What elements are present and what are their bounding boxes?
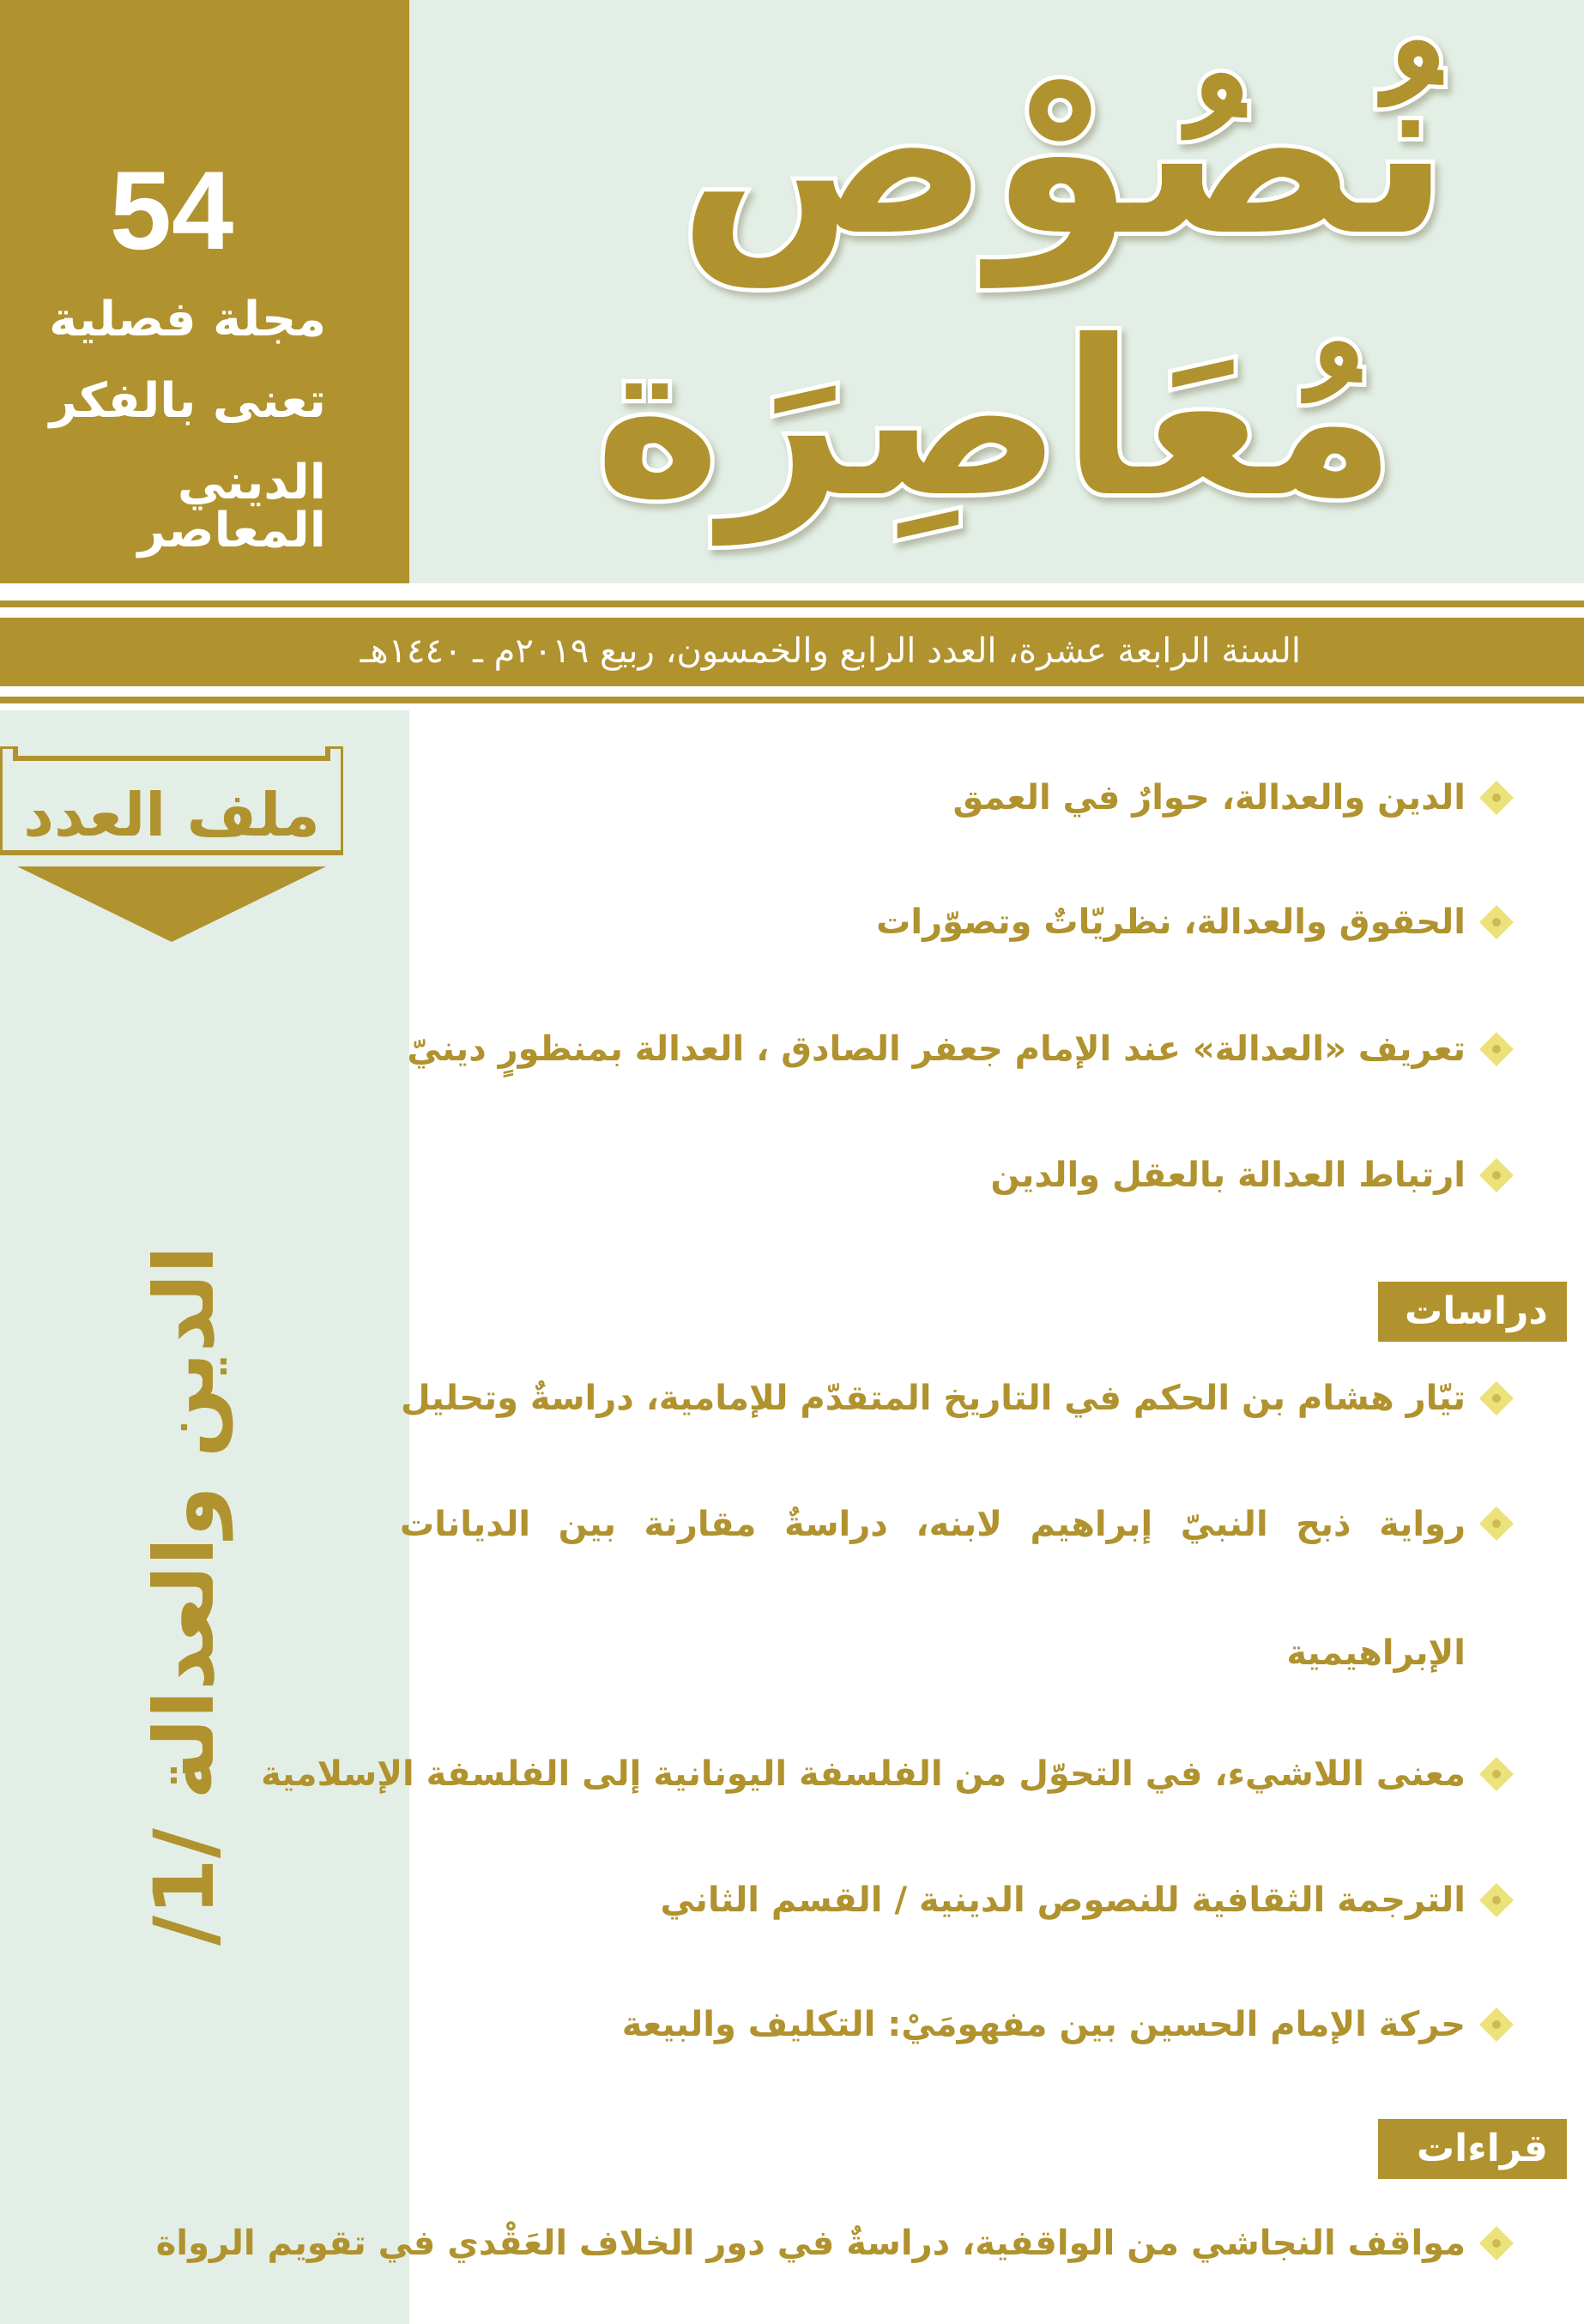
journal-title-line-2: مُعَاصِرَة xyxy=(594,294,1397,544)
diamond-bullet-icon xyxy=(1478,2224,1515,2262)
list-item xyxy=(660,1879,1515,1922)
article-title: معنى اللاشيء، في التحوّل من الفلسفة اليونانية إلى الفلسفة الإسلامية xyxy=(261,1754,1466,1794)
article-title: رواية ذبح النبيّ إبراهيم لابنه، دراسةٌ مقارنة بين الديانات الإبراهيمية xyxy=(400,1505,1466,1673)
divider-stripe xyxy=(0,697,1584,703)
list-item xyxy=(400,1460,1515,1717)
issue-number: 54 xyxy=(109,148,234,273)
vertical-theme-title: الدين والعدالة /1/ xyxy=(136,1245,233,1947)
article-title: ارتباط العدالة بالعقل والدين xyxy=(990,1156,1466,1195)
diamond-bullet-icon xyxy=(1478,1881,1515,1919)
list-item xyxy=(156,2222,1515,2265)
diamond-bullet-icon xyxy=(1478,1030,1515,1068)
diamond-bullet-icon xyxy=(1478,1379,1515,1417)
file-label: ملف العدد xyxy=(23,780,320,850)
diamond-bullet-icon xyxy=(1478,1755,1515,1793)
article-title: تيّار هشام بن الحكم في التاريخ المتقدّم للإمامية، دراسةٌ وتحليل xyxy=(400,1379,1466,1418)
issue-date-line: السنة الرابعة عشرة، العدد الرابع والخمسون، ربيع ٢٠١٩م ـ ١٤٤٠هـ xyxy=(360,631,1301,671)
journal-title-line-1: نُصُوْص xyxy=(678,16,1450,287)
divider-stripe xyxy=(0,601,1584,607)
tagline-line-1: مجلة فصلية xyxy=(49,292,326,347)
diamond-bullet-icon xyxy=(1478,903,1515,941)
diamond-bullet-icon xyxy=(1478,779,1515,817)
article-title: تعريف «العدالة» عند الإمام جعفر الصادق ، العدالة بمنظورٍ دينيّ xyxy=(407,1029,1466,1069)
list-item xyxy=(622,2003,1515,2046)
list-item xyxy=(953,776,1516,819)
article-title: مواقف النجاشي من الواقفية، دراسةٌ في دور الخلاف العَقْدي في تقويم الرواة xyxy=(155,2224,1466,2263)
list-item xyxy=(261,1753,1515,1796)
article-title: الدين والعدالة، حوارٌ في العمق xyxy=(952,778,1466,818)
tagline-line-3: الديني المعاصر xyxy=(137,455,326,558)
journal-title xyxy=(446,0,1584,583)
list-item xyxy=(401,1377,1515,1420)
list-item xyxy=(876,901,1515,944)
article-title: الحقوق والعدالة، نظريّاتٌ وتصوّرات xyxy=(876,902,1466,942)
diamond-bullet-icon xyxy=(1478,2006,1515,2043)
diamond-bullet-icon xyxy=(1478,1505,1515,1542)
diamond-bullet-icon xyxy=(1478,1156,1515,1194)
section-heading-studies: دراسات xyxy=(1378,1282,1567,1342)
article-title: الترجمة الثقافية للنصوص الدينية / القسم الثاني xyxy=(660,1880,1466,1920)
section-heading-readings: قراءات xyxy=(1378,2119,1567,2179)
list-item xyxy=(990,1154,1515,1197)
tagline-line-2: تعنى بالفكر xyxy=(49,373,326,429)
article-title: حركة الإمام الحسين بين مفهومَيْ: التكليف والبيعة xyxy=(621,2005,1466,2044)
list-item xyxy=(407,1028,1515,1071)
